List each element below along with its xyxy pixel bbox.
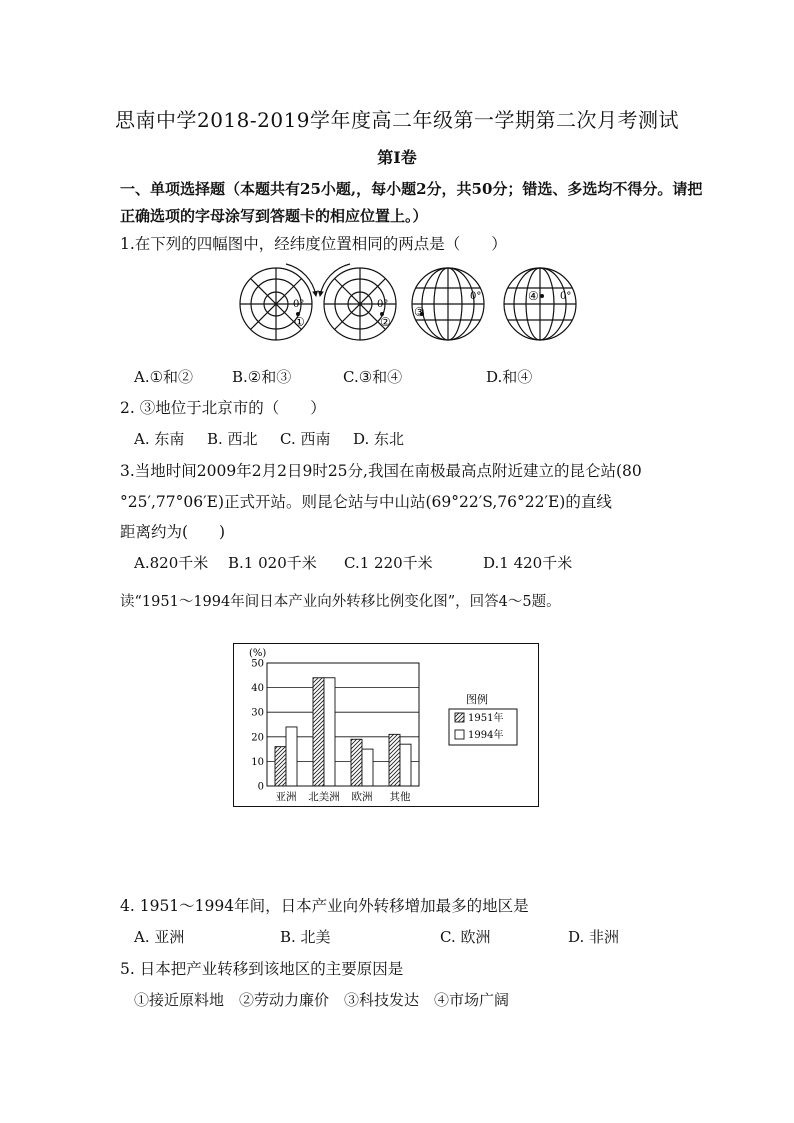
chart-legend [449,692,517,745]
x-category-label: 欧洲 [351,791,373,803]
globe-map-4 [504,268,576,340]
volume-heading: 第Ⅰ卷 [377,148,417,167]
x-category-label: 北美洲 [308,791,340,803]
bar-1951-1 [313,678,324,786]
legend-1994-label: 1994年 [468,730,504,741]
q5-factor-list: ①接近原料地 ②劳动力廉价 ③科技发达 ④市场广阔 [134,991,510,1009]
chart-bars [275,678,411,786]
page-title: 思南中学2018-2019学年度高二年级第一学期第二次月考测试 [114,108,680,132]
q2-option-c[interactable]: C. 西南 [280,430,331,448]
transfer-chart [233,643,539,807]
point-3-label: ③ [414,305,425,319]
q3-stem-line3: 距离约为( ) [120,523,226,541]
q4-option-d[interactable]: D. 非洲 [568,928,620,946]
reading-instruction: 读“1951～1994年间日本产业向外转移比例变化图”，回答4～5题。 [120,594,561,610]
y-tick-label: 0 [257,781,264,793]
q1-zero-label-2: 0° [377,299,389,310]
bar-1994-2 [362,749,373,786]
q2-stem: 2. ③地位于北京市的（ ） [120,399,326,417]
q5-stem: 5. 日本把产业转移到该地区的主要原因是 [120,960,404,978]
q2-option-a[interactable]: A. 东南 [134,430,185,448]
chart-y-ticks [251,659,264,793]
q1-zero-label-4: 0° [560,291,572,302]
legend-1951-label: 1951年 [468,713,504,724]
q4-option-b[interactable]: B. 北美 [280,928,331,946]
q4-option-c[interactable]: C. 欧洲 [440,928,491,946]
q4-option-a[interactable]: A. 亚洲 [134,928,185,946]
q1-zero-label-3: 0° [470,291,482,302]
y-tick-label: 50 [251,658,264,670]
q3-option-a[interactable]: A.820千米 [134,554,209,572]
q3-option-d[interactable]: D.1 420千米 [483,554,573,572]
y-tick-label: 40 [251,683,264,695]
q1-option-b[interactable]: B.②和③ [232,368,292,386]
legend-swatch-1994 [455,730,464,739]
bar-1951-0 [275,747,286,786]
q3-stem-line2: °25′,77°06′E)正式开站。则昆仑站与中山站(69°22′S,76°22′E)的直线 [120,493,612,511]
q1-option-d[interactable]: D.和④ [486,368,533,386]
y-tick-label: 20 [251,732,264,744]
x-category-label: 其他 [389,791,411,803]
q1-zero-label-1: 0° [293,299,305,310]
chart-y-unit: (%) [249,648,267,659]
bar-1951-2 [351,739,362,786]
bar-1994-3 [400,744,411,786]
point-4-label: ④ [528,289,539,303]
point-4-dot [540,294,544,298]
point-2-label: ② [380,315,391,329]
q1-stem: 1.在下列的四幅图中，经纬度位置相同的两点是（ ） [120,235,507,253]
section-instruction: 一、单项选择题（本题共有25小题,，每小题2分，共50分；错选、多选均不得分。请把 [120,180,703,198]
legend-title: 图例 [466,693,488,706]
chart-x-labels [276,790,411,803]
y-tick-label: 30 [251,707,264,719]
q1-figure [230,262,590,348]
bar-1951-3 [389,734,400,786]
bar-1994-0 [286,727,297,786]
section-instruction-cont: 正确选项的字母涂写到答题卡的相应位置上。） [120,207,428,225]
q1-option-a[interactable]: A.①和② [134,368,194,386]
point-1-label: ① [294,315,305,329]
y-tick-label: 10 [251,756,264,768]
q3-option-b[interactable]: B.1 020千米 [228,554,317,572]
q3-option-c[interactable]: C.1 220千米 [344,554,433,572]
q1-option-c[interactable]: C.③和④ [343,368,403,386]
x-category-label: 亚洲 [275,791,297,803]
legend-swatch-1951 [455,713,464,722]
bar-1994-1 [324,678,335,786]
q4-stem: 4. 1951～1994年间，日本产业向外转移增加最多的地区是 [120,897,529,915]
globe-map-3 [412,268,484,340]
q2-option-b[interactable]: B. 西北 [207,430,258,448]
q2-option-d[interactable]: D. 东北 [353,430,405,448]
q3-stem-line1: 3.当地时间2009年2月2日9时25分,我国在南极最高点附近建立的昆仑站(80 [120,462,642,480]
